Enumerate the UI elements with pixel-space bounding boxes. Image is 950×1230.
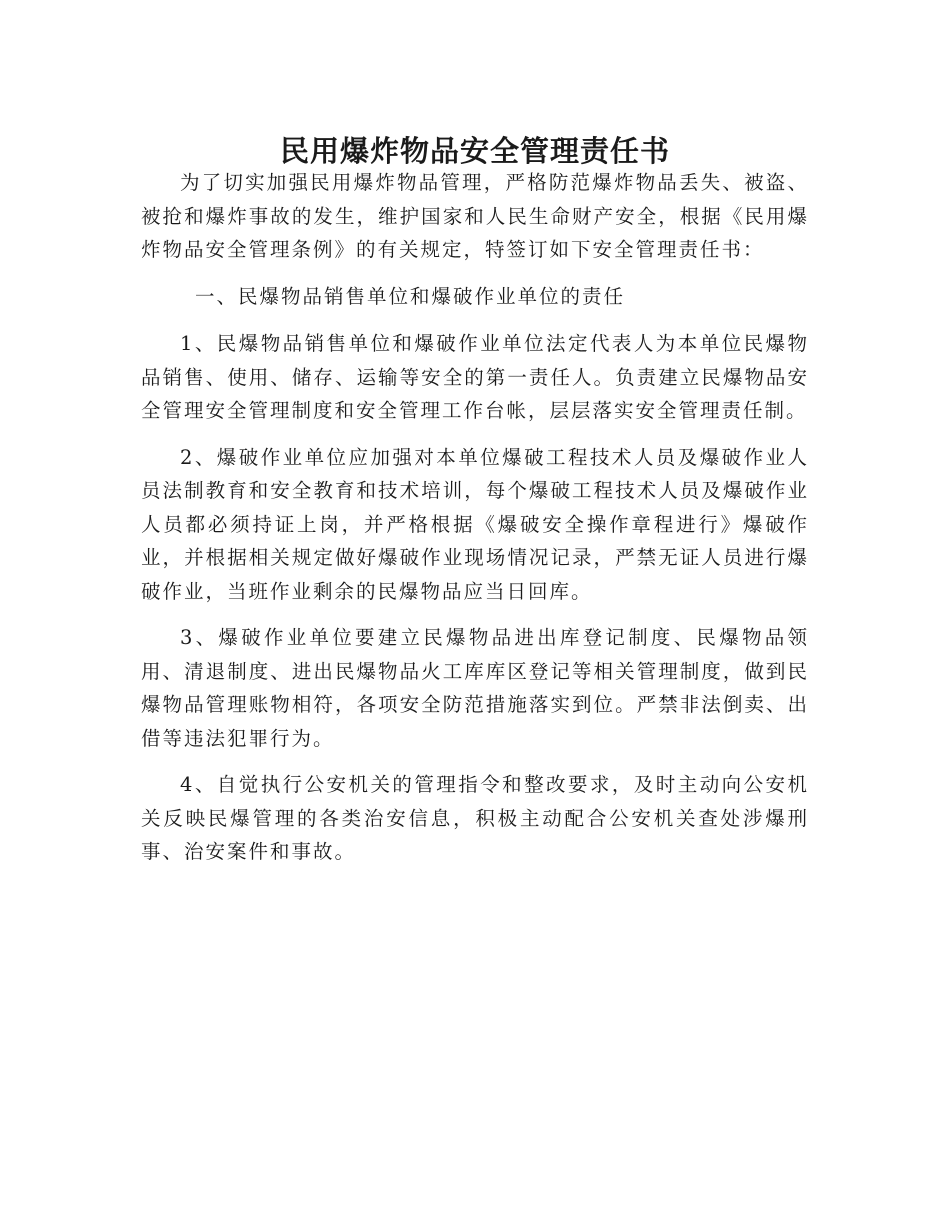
item-paragraph-2: 2、爆破作业单位应加强对本单位爆破工程技术人员及爆破作业人员法制教育和安全教育和技术培训，每个爆破工程技术人员及爆破作业人员都必须持证上岗，并严格根据《爆破安全操作章程进行》爆破作业，并根据相关规定做好爆破作业现场情况记录，严禁无证人员进行爆破作业，当班作业剩余的民爆物品应当日回库。 <box>141 445 809 603</box>
intro-paragraph: 为了切实加强民用爆炸物品管理，严格防范爆炸物品丢失、被盗、被抢和爆炸事故的发生，维护国家和人民生命财产安全，根据《民用爆炸物品安全管理条例》的有关规定，特签订如下安全管理责任书： <box>141 171 809 261</box>
item-paragraph-1: 1、民爆物品销售单位和爆破作业单位法定代表人为本单位民爆物品销售、使用、储存、运输等安全的第一责任人。负责建立民爆物品安全管理安全管理制度和安全管理工作台帐，层层落实安全管理责任制。 <box>141 332 809 422</box>
item-paragraph-4: 4、自觉执行公安机关的管理指令和整改要求，及时主动向公安机关反映民爆管理的各类治安信息，积极主动配合公安机关查处涉爆刑事、治安案件和事故。 <box>141 773 809 863</box>
document-body <box>141 166 809 869</box>
section-heading-1: 一、民爆物品销售单位和爆破作业单位的责任 <box>195 284 626 308</box>
item-paragraph-3: 3、爆破作业单位要建立民爆物品进出库登记制度、民爆物品领用、清退制度、进出民爆物品火工库库区登记等相关管理制度，做到民爆物品管理账物相符，各项安全防范措施落实到位。严禁非法倒卖、出借等违法犯罪行为。 <box>141 626 809 750</box>
document-title: 民用爆炸物品安全管理责任书 <box>279 134 670 169</box>
